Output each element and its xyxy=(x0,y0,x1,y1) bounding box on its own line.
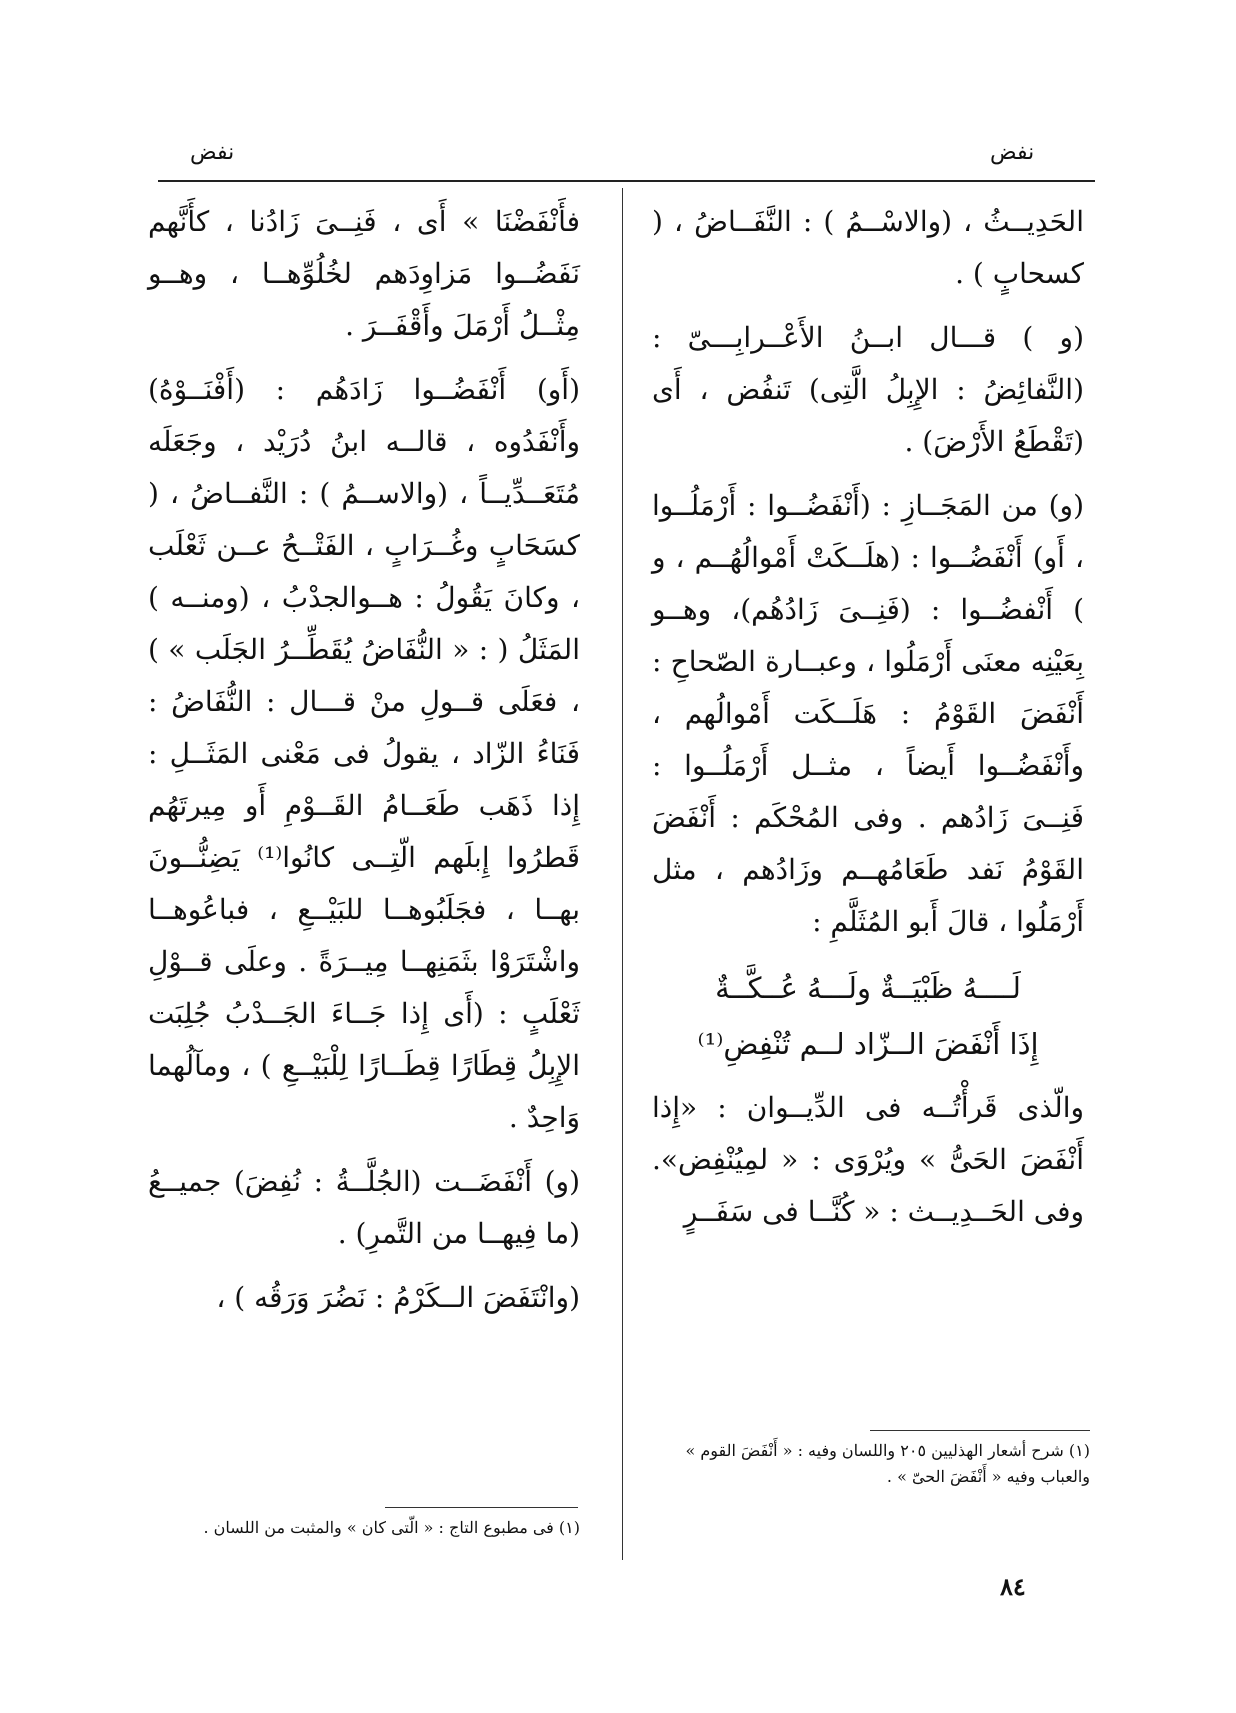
left-column xyxy=(148,196,580,1336)
right-paragraph-4: والّذى قَرأْتُــه فى الدِّيــوان : «إِذا أَنْفَضَ الحَىُّ » ويُرْوَى : « لمِيُنْفِض». وفى الحَــدِيــث : « كُنَّــا فى سَفَــرٍ xyxy=(652,1091,1084,1228)
footnote-right: (١) شرح أشعار الهذليين ٢٠٥ واللسان وفيه : « أَنْفَضَ القوم » والعباب وفيه « أَنْفَضَ الحىّ » . xyxy=(685,1441,1090,1486)
footnote-left: (١) فى مطبوع التاج : « الّتى كان » والمثبت من اللسان . xyxy=(203,1518,580,1537)
left-paragraph-1: فأَنْفَضْنَا » أَى ، فَنِــىَ زَادُنا ، كأَنَّهم نَفَضُــوا مَزاوِدَهم لخُلُوِّهــا ، وهــو مِثْــلُ أَرْمَلَ وأَقْفَــرَ . xyxy=(148,205,580,342)
page-number: ٨٤ xyxy=(1000,1572,1026,1601)
verse-line-2: إِذَا أَنْفَضَ الــزّاد لــم تُنْفِضِ⁽¹⁾ xyxy=(697,1027,1039,1061)
footnote-rule-right xyxy=(870,1430,1090,1431)
right-paragraph-3: (و) من المَجَــازِ : (أَنْفَضُــوا : أَرْمَلُــوا ، أَو) أَنْفَضُــوا : (هلَــكَتْ أَمْوالُهُــم ، و ) أَنْفضُــوا : (فَنِــىَ زَادُهُم)، وهــو بِعَيْنِه معنَى أَرْمَلُوا ، وعبــارة الصّحاحِ : أَنْفَضَ القَوْمُ : هَلَــكَت أَمْوالُهم ، وأَنْفَضُــوا أَيضاً ، مثــل أَرْمَلُــوا : فَنِــىَ زَادُهم . وفى المُحْكَم : أَنْفَضَ القَوْمُ نَفد طَعَامُهــم وزَادُهم ، مثل أَرْمَلُوا ، قالَ أَبو المُثَلَّمِ : xyxy=(652,489,1085,938)
right-column xyxy=(652,196,1084,1250)
left-paragraph-4: (وانْتَفَضَ الــكَرْمُ : نَضُرَ وَرَقُه ) ، xyxy=(216,1281,580,1314)
running-head-right: نفض xyxy=(990,140,1035,165)
header-rule xyxy=(158,180,1095,182)
running-head-left: نفض xyxy=(190,140,235,165)
verse-line-1: لَــــهُ ظَبْيَــةٌ ولَـــهُ عُــكَّــةٌ xyxy=(715,971,1021,1005)
poetry-verse xyxy=(652,960,1084,1072)
left-paragraph-2: (أَو) أَنْفَضُــوا زَادَهُم : (أَفْنَــوْهُ) وأَنْفَدُوه ، قالــه ابنُ دُرَيْد ، وجَعَلَه مُتَعَــدِّيــاً ، (والاســمُ ) : النَّفــاضُ ، ( كسَحَابٍ وغُــرَابٍ ، الفَتْــحُ عــن ثَعْلَب ، وكانَ يَقُولُ : هــوالجدْبُ ، (ومنــه ) المَثَلُ ( : « النُّفَاضُ يُقَطِّــرُ الجَلَب » ) ، فعَلَى قــولِ منْ قـــال : النُّفَاضُ : فَنَاءُ الزّاد ، يقولُ فى مَعْنى المَثَــلِ : إِذا ذَهَب طَعَــامُ القَــوْمِ أَو مِيرتَهُم قَطرُوا إِبلَهم الّتِــى كانُوا⁽¹⁾ يَضِنُّــونَ بهــا ، فجَلَبُوهــا للبَيْــعِ ، فباعُوهــا واشْتَرَوْا بثَمَنِهــا مِيــرَةً . وعلَى قــوْلِ ثَعْلَبٍ : (أَى إِذا جَــاءَ الجَــدْبُ جُلِبَت الإِبِلُ قِطَارًا قِطَــارًا لِلْبَيْــعِ ) ، ومآلُهما وَاحِدٌ . xyxy=(148,373,580,1134)
column-divider xyxy=(622,188,623,1560)
right-paragraph-2: (و ) قـــال ابــنُ الأَعْــرابِـــىّ : (النَّفائِضُ : الإِبِلُ الَّتِى) تَنفُض ، أَى (تَقْطَعُ الأَرْضَ) . xyxy=(652,321,1084,458)
right-paragraph-1: الحَدِيــثُ ، (والاسْــمُ ) : النَّفَــاضُ ، ( كسحابٍ ) . xyxy=(652,205,1084,290)
footnote-rule-left xyxy=(385,1507,578,1508)
left-paragraph-3: (و) أَنْفَضَــت (الجُلَّــةُ : نُفِضَ) جميــعُ (ما فِيهــا من التَّمرِ) . xyxy=(148,1165,580,1250)
